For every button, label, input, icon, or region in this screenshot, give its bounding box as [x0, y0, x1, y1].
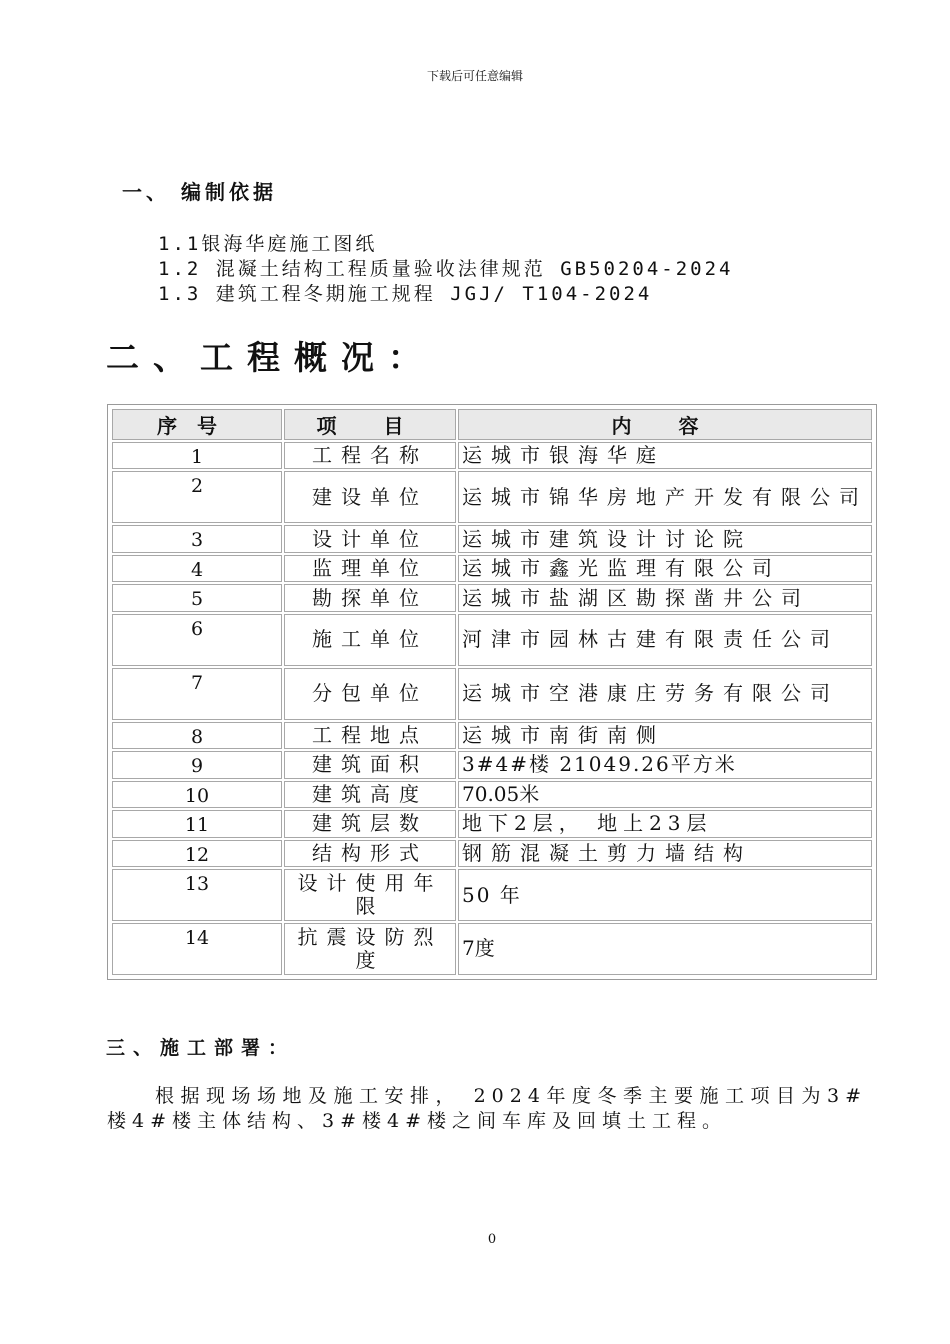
row-content: 运城市鑫光监理有限公司: [458, 555, 872, 582]
row-item: 施工单位: [284, 614, 456, 666]
table-row: [112, 525, 872, 552]
row-item: 设计使用年限: [284, 869, 456, 921]
reference-item: 1.3 建筑工程冬期施工规程 JGJ/ T104-2024: [158, 283, 653, 305]
row-item: 分包单位: [284, 668, 456, 720]
row-item: 设计单位: [284, 525, 456, 552]
section1-title: 一、 编制依据: [122, 180, 277, 204]
row-item: 监理单位: [284, 555, 456, 582]
table-row: [112, 442, 872, 469]
row-item: 勘探单位: [284, 584, 456, 611]
row-content: 地下2层， 地上23层: [458, 810, 872, 837]
table-row: [112, 781, 872, 808]
table-row: [112, 471, 872, 523]
row-seq: 2: [112, 471, 282, 523]
row-content: 7度: [458, 923, 872, 975]
reference-item: 1.1银海华庭施工图纸: [158, 233, 378, 255]
table-row: [112, 722, 872, 749]
row-content: 河津市园林古建有限责任公司: [458, 614, 872, 666]
page-number: 0: [487, 1232, 497, 1247]
row-seq: 4: [112, 555, 282, 582]
section3-title: 三、施工部署：: [106, 1037, 296, 1059]
row-content: 运城市建筑设计讨论院: [458, 525, 872, 552]
row-seq: 9: [112, 751, 282, 778]
row-content: 3#4#楼 21049.26平方米: [458, 751, 872, 778]
row-seq: 13: [112, 869, 282, 921]
row-seq: 6: [112, 614, 282, 666]
row-content: 50 年: [458, 869, 872, 921]
table-row: [112, 555, 872, 582]
table-row: [112, 810, 872, 837]
row-seq: 8: [112, 722, 282, 749]
table-row: [112, 840, 872, 867]
header-note: 下载后可任意编辑: [426, 69, 523, 83]
row-seq: 1: [112, 442, 282, 469]
row-content: 运城市南街南侧: [458, 722, 872, 749]
row-seq: 12: [112, 840, 282, 867]
row-item: 建筑高度: [284, 781, 456, 808]
row-seq: 10: [112, 781, 282, 808]
row-item: 工程名称: [284, 442, 456, 469]
header-seq: 序号: [112, 409, 282, 440]
table-row: [112, 584, 872, 611]
reference-item: 1.2 混凝土结构工程质量验收法律规范 GB50204-2024: [158, 258, 734, 280]
header-content: 内 容: [458, 409, 872, 440]
table-row: [112, 751, 872, 778]
header-item: 项 目: [284, 409, 456, 440]
row-content: 运城市空港康庄劳务有限公司: [458, 668, 872, 720]
row-content: 钢筋混凝土剪力墙结构: [458, 840, 872, 867]
project-overview-table: [107, 404, 877, 980]
row-item: 结构形式: [284, 840, 456, 867]
row-seq: 11: [112, 810, 282, 837]
row-item: 工程地点: [284, 722, 456, 749]
row-item: 建筑层数: [284, 810, 456, 837]
row-item: 建设单位: [284, 471, 456, 523]
row-item: 抗震设防烈度: [284, 923, 456, 975]
table-row: [112, 869, 872, 921]
row-content: 运城市盐湖区勘探凿井公司: [458, 584, 872, 611]
row-content: 运城市锦华房地产开发有限公司: [458, 471, 872, 523]
row-seq: 3: [112, 525, 282, 552]
deployment-paragraph: 根据现场场地及施工安排， 2024年度冬季主要施工项目为3#楼4#楼主体结构、3#楼4#楼之间车库及回填土工程。: [107, 1085, 867, 1132]
table-row: [112, 668, 872, 720]
section2-title: 二、工程概况：: [106, 338, 435, 377]
row-seq: 14: [112, 923, 282, 975]
row-content: 运城市银海华庭: [458, 442, 872, 469]
table-row: [112, 614, 872, 666]
table-row: [112, 923, 872, 975]
row-seq: 7: [112, 668, 282, 720]
row-seq: 5: [112, 584, 282, 611]
table-header-row: [112, 409, 872, 440]
row-item: 建筑面积: [284, 751, 456, 778]
row-content: 70.05米: [458, 781, 872, 808]
